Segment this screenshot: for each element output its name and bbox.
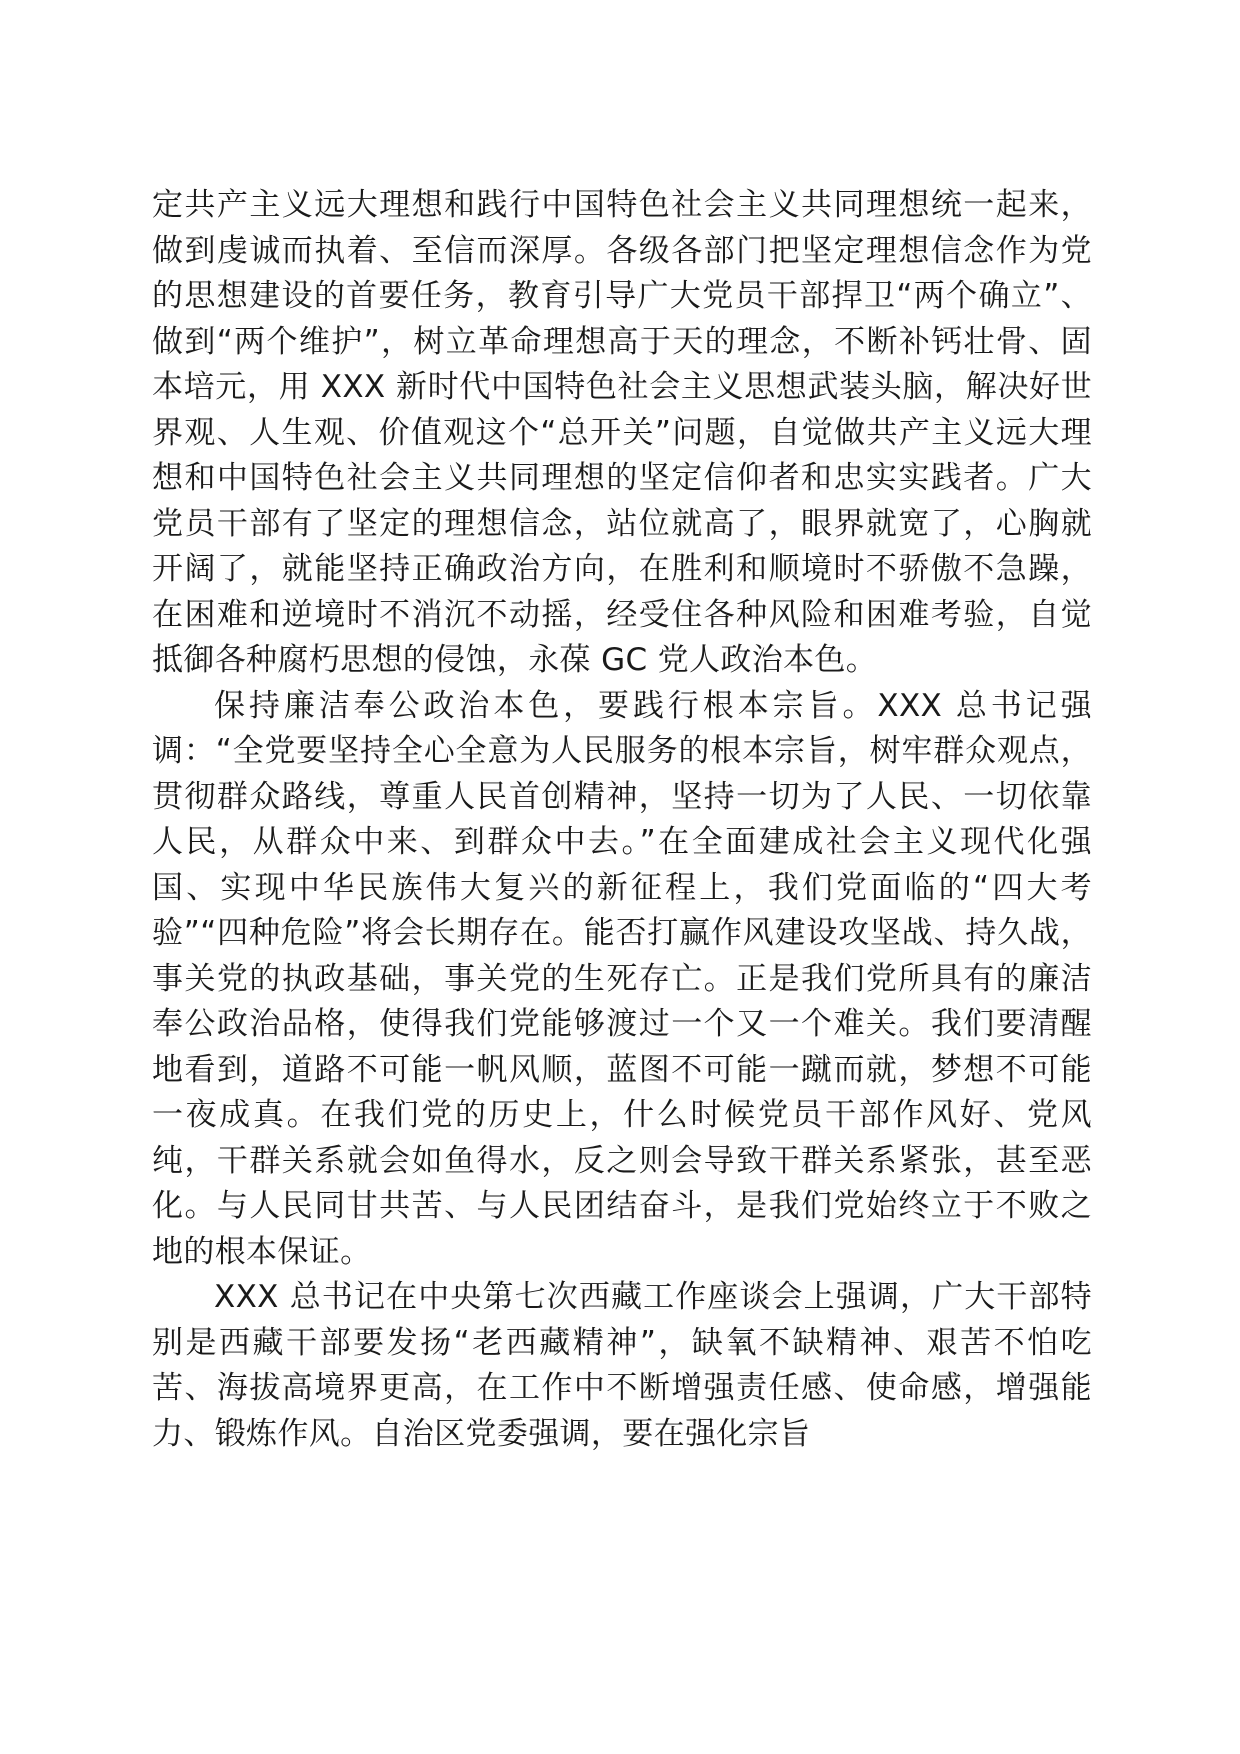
paragraph-tibet-spirit: XXX 总书记在中央第七次西藏工作座谈会上强调，广大干部特别是西藏干部要发扬“老西藏精神”，缺氧不缺精神、艰苦不怕吃苦、海拔高境界更高，在工作中不断增强责任感、使命感，增强能力、锻炼作风。自治区党委强调，要在强化宗旨: [152, 1279, 1092, 1452]
document-page: [152, 183, 1092, 1457]
paragraph-continued: 定共产主义远大理想和践行中国特色社会主义共同理想统一起来，做到虔诚而执着、至信而深厚。各级各部门把坚定理想信念作为党的思想建设的首要任务，教育引导广大党员干部捍卫“两个确立”、做到“两个维护”，树立革命理想高于天的理念，不断补钙壮骨、固本培元，用 XXX 新时代中国特色社会主义思想武装头脑，解决好世界观、人生观、价值观这个“总开关”问题，自觉做共产主义远大理想和中国特色社会主义共同理想的坚定信仰者和忠实实践者。广大党员干部有了坚定的理想信念，站位就高了，眼界就宽了，心胸就开阔了，就能坚持正确政治方向，在胜利和顺境时不骄傲不急躁，在困难和逆境时不消沉不动摇，经受住各种风险和困难考验，自觉抵御各种腐朽思想的侵蚀，永葆 GC 党人政治本色。: [152, 187, 1092, 678]
paragraph-practice-fundamental-purpose: 保持廉洁奉公政治本色，要践行根本宗旨。XXX 总书记强调：“全党要坚持全心全意为人民服务的根本宗旨，树牢群众观点，贯彻群众路线，尊重人民首创精神，坚持一切为了人民、一切依靠人民，从群众中来、到群众中去。”在全面建成社会主义现代化强国、实现中华民族伟大复兴的新征程上，我们党面临的“四大考验”“四种危险”将会长期存在。能否打赢作风建设攻坚战、持久战，事关党的执政基础，事关党的生死存亡。正是我们党所具有的廉洁奉公政治品格，使得我们党能够渡过一个又一个难关。我们要清醒地看到，道路不可能一帆风顺，蓝图不可能一蹴而就，梦想不可能一夜成真。在我们党的历史上，什么时候党员干部作风好、党风纯，干群关系就会如鱼得水，反之则会导致干群关系紧张，甚至恶化。与人民同甘共苦、与人民团结奋斗，是我们党始终立于不败之地的根本保证。: [152, 687, 1092, 1270]
